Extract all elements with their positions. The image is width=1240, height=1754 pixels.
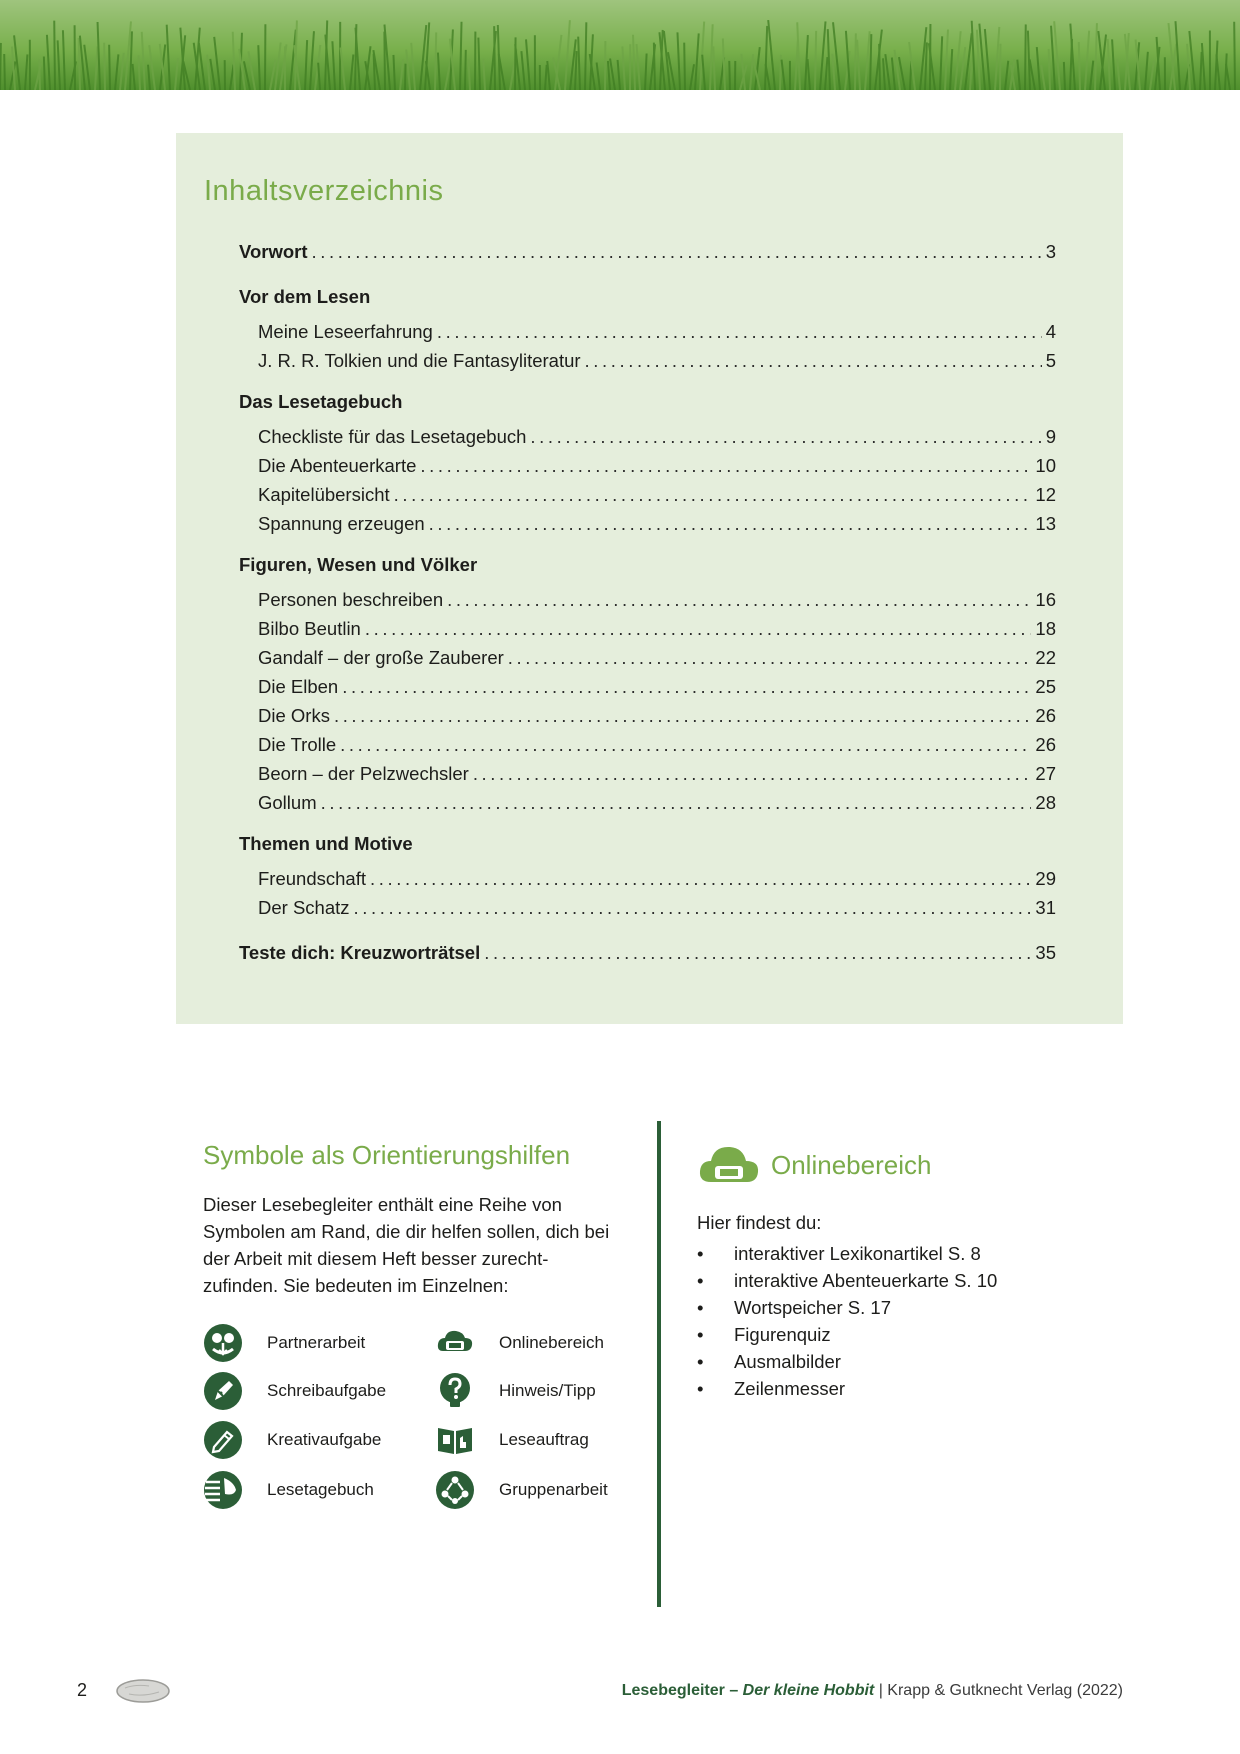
toc-page-number: 18: [1035, 618, 1056, 639]
toc-page-number: 26: [1035, 734, 1056, 755]
symbols-section: [203, 1140, 633, 1499]
toc-entry: [239, 788, 1056, 817]
toc-title: Inhaltsverzeichnis: [204, 175, 444, 207]
toc-leader: [370, 864, 1031, 893]
toc-leader: [354, 893, 1032, 922]
toc-entry: [239, 701, 1056, 730]
toc-label: Checkliste für das Lesetagebuch: [258, 426, 527, 447]
toc-entry: [239, 614, 1056, 643]
toc-label: Spannung erzeugen: [258, 513, 425, 534]
toc-entry: [239, 759, 1056, 788]
grass-blade: [465, 50, 466, 90]
legend-label: Hinweis/Tipp: [499, 1381, 596, 1400]
legend-label: Kreativaufgabe: [267, 1430, 382, 1449]
grass-blade: [1079, 42, 1080, 90]
grass-blade: [435, 32, 436, 90]
pencil-icon: [203, 1420, 243, 1460]
toc-page-number: 10: [1035, 455, 1056, 476]
toc-leader: [484, 938, 1031, 967]
toc-heading: [239, 282, 1056, 311]
grass-blade: [870, 34, 871, 90]
legend-label: Lesetagebuch: [267, 1480, 374, 1499]
toc-leader: [342, 672, 1031, 701]
cloud-icon: [435, 1323, 475, 1363]
toc-label: Beorn – der Pelzwechsler: [258, 763, 469, 784]
toc-label: Der Schatz: [258, 897, 350, 918]
grass-blade: [729, 61, 730, 90]
toc-entry: [239, 893, 1056, 922]
legend-gruppenarbeit: [435, 1470, 608, 1510]
toc-page-number: 35: [1035, 942, 1056, 963]
symbols-legend: [203, 1323, 633, 1528]
grass-blade: [4, 54, 5, 90]
toc-list: [239, 237, 1056, 967]
toc-page-number: 29: [1035, 868, 1056, 889]
toc-entry: [239, 938, 1056, 967]
toc-label: Die Trolle: [258, 734, 337, 755]
stone-icon: [115, 1676, 171, 1706]
grass-blade: [494, 26, 495, 90]
grass-blade: [1049, 49, 1050, 90]
toc-leader: [365, 614, 1032, 643]
question-icon: [435, 1371, 475, 1411]
grass-blade: [109, 45, 110, 90]
legend-onlinebereich: [435, 1323, 604, 1363]
toc-label: Bilbo Beutlin: [258, 618, 361, 639]
legend-lesetagebuch: [203, 1470, 374, 1510]
toc-label: Die Elben: [258, 676, 339, 697]
toc-label: J. R. R. Tolkien und die Fantasyliteratur: [258, 350, 581, 371]
legend-schreibaufgabe: [203, 1371, 386, 1411]
toc-entry: [239, 643, 1056, 672]
grass-blade: [684, 43, 685, 90]
grass-blade: [1064, 62, 1065, 90]
list-item: • Figurenquiz: [697, 1321, 1097, 1348]
toc-entry: [239, 672, 1056, 701]
toc-entry: [239, 317, 1056, 346]
grass-blade: [44, 56, 45, 90]
toc-label: Vor dem Lesen: [239, 286, 371, 307]
legend-leseauftrag: [435, 1420, 589, 1460]
partner-icon: [203, 1323, 243, 1363]
toc-entry: [239, 451, 1056, 480]
toc-label: Figuren, Wesen und Völker: [239, 554, 478, 575]
online-list: [697, 1240, 1097, 1402]
grass-blade: [855, 33, 856, 90]
toc-leader: [394, 480, 1032, 509]
legend-kreativaufgabe: [203, 1420, 381, 1460]
toc-page-number: 3: [1045, 241, 1056, 262]
online-intro: Hier findest du:: [697, 1212, 822, 1233]
legend-partnerarbeit: [203, 1323, 365, 1363]
toc-leader: [447, 585, 1031, 614]
toc-leader: [508, 643, 1032, 672]
grass-blade: [654, 43, 655, 90]
toc-panel: [176, 133, 1123, 1024]
toc-leader: [312, 237, 1042, 266]
page-number: 2: [77, 1680, 88, 1700]
toc-label: Teste dich: Kreuzworträtsel: [239, 942, 481, 963]
toc-page-number: 16: [1035, 589, 1056, 610]
footer-book: Der kleine Hobbit: [742, 1682, 875, 1699]
legend-label: Leseauftrag: [499, 1430, 589, 1449]
toc-page-number: 12: [1035, 484, 1056, 505]
toc-heading: [239, 550, 1056, 579]
toc-label: Die Abenteuerkarte: [258, 455, 417, 476]
toc-page-number: 27: [1035, 763, 1056, 784]
toc-label: Gandalf – der große Zauberer: [258, 647, 504, 668]
grass-blade: [104, 43, 105, 90]
footer-credit: [622, 1682, 1123, 1700]
group-icon: [435, 1470, 475, 1510]
toc-heading: [239, 387, 1056, 416]
toc-leader: [420, 451, 1031, 480]
toc-entry: [239, 480, 1056, 509]
toc-page-number: 28: [1035, 792, 1056, 813]
toc-heading: [239, 829, 1056, 858]
toc-page-number: 25: [1035, 676, 1056, 697]
footer-publisher: | Krapp & Gutknecht Verlag (2022): [874, 1682, 1123, 1699]
toc-leader: [473, 759, 1032, 788]
column-divider: [657, 1121, 661, 1607]
list-item: • interaktive Abenteuerkarte S. 10: [697, 1267, 1097, 1294]
online-section: [697, 1140, 1097, 1402]
legend-hinweis: [435, 1371, 596, 1411]
grass-blade: [0, 43, 1, 90]
toc-leader: [321, 788, 1032, 817]
toc-leader: [429, 509, 1032, 538]
toc-page-number: 5: [1045, 350, 1056, 371]
toc-entry: [239, 422, 1056, 451]
toc-page-number: 4: [1045, 321, 1056, 342]
toc-label: Das Lesetagebuch: [239, 391, 403, 412]
toc-label: Vorwort: [239, 241, 308, 262]
legend-label: Gruppenarbeit: [499, 1480, 608, 1499]
toc-entry: [239, 730, 1056, 759]
toc-page-number: 22: [1035, 647, 1056, 668]
grass-blade: [879, 44, 880, 90]
grass-blade: [79, 38, 80, 90]
grass-blade: [585, 22, 586, 90]
toc-label: Freundschaft: [258, 868, 366, 889]
toc-label: Kapitelübersicht: [258, 484, 390, 505]
grass-banner: [0, 0, 1240, 90]
toc-entry: [239, 237, 1056, 266]
toc-page-number: 13: [1035, 513, 1056, 534]
toc-leader: [530, 422, 1041, 451]
toc-label: Themen und Motive: [239, 833, 413, 854]
diary-icon: [203, 1470, 243, 1510]
legend-label: Schreibaufgabe: [267, 1381, 387, 1400]
list-item: • Wortspeicher S. 17: [697, 1294, 1097, 1321]
toc-entry: [239, 509, 1056, 538]
grass-blade: [39, 60, 40, 90]
toc-label: Die Orks: [258, 705, 330, 726]
grass-blade: [54, 21, 55, 90]
online-header: [697, 1140, 1097, 1190]
toc-page-number: 31: [1035, 897, 1056, 918]
list-item: • Zeilenmesser: [697, 1375, 1097, 1402]
toc-page-number: 26: [1035, 705, 1056, 726]
symbols-title: Symbole als Orientierungshilfen: [203, 1140, 571, 1170]
online-title: Onlinebereich: [771, 1149, 932, 1180]
book-icon: [435, 1420, 475, 1460]
toc-label: Personen beschreiben: [258, 589, 444, 610]
toc-entry: [239, 585, 1056, 614]
toc-leader: [585, 346, 1042, 375]
grass-blade: [405, 64, 406, 90]
toc-leader: [340, 730, 1031, 759]
list-item: • interaktiver Lexikonartikel S. 8: [697, 1240, 1097, 1267]
list-item: • Ausmalbilder: [697, 1348, 1097, 1375]
pen-icon: [203, 1371, 243, 1411]
footer-series: Lesebegleiter –: [621, 1682, 743, 1699]
grass-blade: [815, 31, 816, 90]
toc-page-number: 9: [1045, 426, 1056, 447]
toc-entry: [239, 864, 1056, 893]
toc-leader: [437, 317, 1042, 346]
grass-blade: [1234, 22, 1235, 90]
legend-label: Onlinebereich: [499, 1333, 604, 1352]
grass-blade: [1025, 24, 1026, 90]
cloud-icon: [697, 1140, 761, 1190]
page-footer: [0, 1670, 1240, 1710]
toc-label: Gollum: [258, 792, 317, 813]
toc-label: Meine Leseerfahrung: [258, 321, 433, 342]
symbols-intro: Dieser Lesebegleiter enthält eine Reihe von Symbolen am Rand, die dir helfen sollen, dich bei der Arbeit mit diesem Heft besser zurecht-zufinden. Sie bedeuten im Einzelnen:: [203, 1194, 610, 1296]
toc-entry: [239, 346, 1056, 375]
toc-leader: [334, 701, 1031, 730]
legend-label: Partnerarbeit: [267, 1333, 366, 1352]
